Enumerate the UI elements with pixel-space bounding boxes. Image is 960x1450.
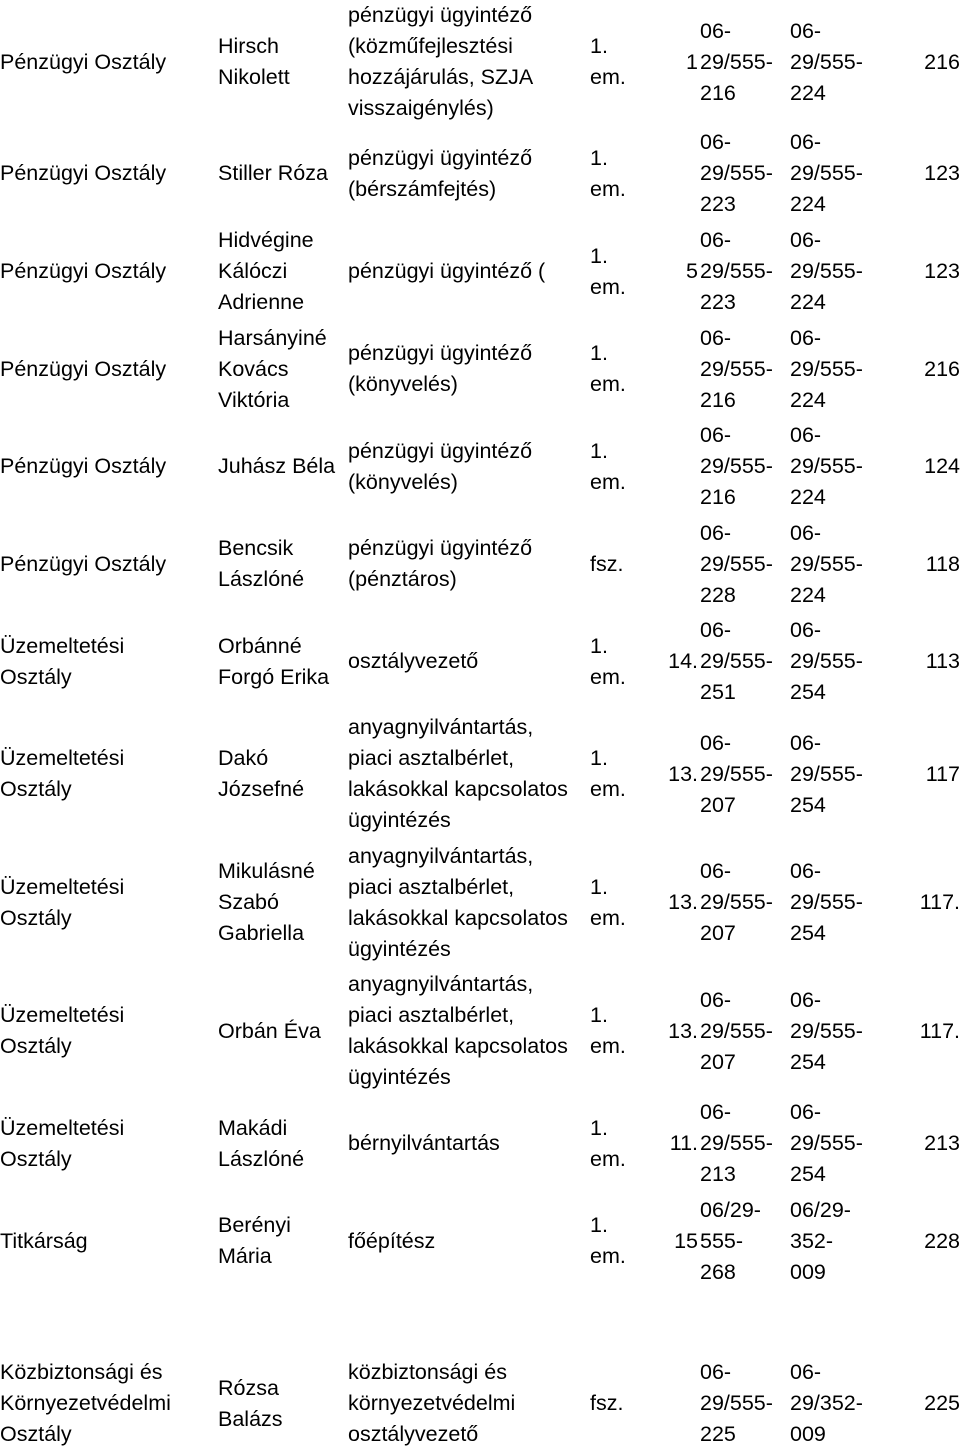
- table-row: [0, 1192, 960, 1290]
- department-cell: Pénzügyi Osztály: [0, 356, 167, 381]
- table-row: [0, 613, 960, 710]
- extension-cell: 228: [924, 1228, 960, 1253]
- name-cell: Rózsa Balázs: [218, 1375, 283, 1431]
- room-cell: [630, 320, 700, 418]
- department-cell: Pénzügyi Osztály: [0, 161, 167, 185]
- role-cell: pénzügyi ügyintéző (közműfejlesztési hozzájárulás, SZJA visszaigénylés): [348, 3, 534, 120]
- role-cell: pénzügyi ügyintéző (könyvelés): [348, 341, 533, 396]
- role-cell: bérnyilvántartás: [348, 1131, 500, 1155]
- table-row: [0, 418, 960, 515]
- phone-cell: 06- 29/555- 207: [700, 987, 773, 1074]
- table-row: [0, 0, 960, 124]
- name-cell: Dakó Józsefné: [218, 746, 305, 801]
- role-cell: pénzügyi ügyintéző (: [348, 259, 546, 283]
- role-cell: anyagnyilvántartás, piaci asztalbérlet, lakásokkal kapcsolatos ügyintézés: [348, 843, 568, 961]
- floor-cell: fsz.: [590, 1391, 624, 1415]
- table-row: [0, 967, 960, 1095]
- fax-cell: 06- 29/352- 009: [790, 1360, 863, 1446]
- room-cell: 5: [686, 259, 698, 283]
- name-cell: Berényi Mária: [218, 1213, 291, 1268]
- table-row: [0, 1357, 960, 1450]
- extension-cell: 216: [924, 49, 960, 74]
- phone-cell: 06- 29/555- 228: [700, 520, 773, 607]
- extension-cell: 123: [924, 161, 960, 185]
- extension-cell: 225: [924, 1391, 960, 1415]
- role-cell: pénzügyi ügyintéző (könyvelés): [348, 438, 533, 494]
- department-cell: Pénzügyi Osztály: [0, 49, 167, 74]
- phone-cell: 06- 29/555- 223: [700, 130, 773, 216]
- extension-cell: 118: [925, 551, 960, 576]
- department-cell: Üzemeltetési Osztály: [0, 1003, 125, 1058]
- table-row: [0, 710, 960, 838]
- name-cell: Hidvégine Kálóczi Adrienne: [218, 228, 314, 314]
- phone-cell: 06- 29/555- 207: [700, 730, 773, 817]
- room-cell: [630, 515, 700, 613]
- table-row: [0, 838, 960, 967]
- table-row: [0, 320, 960, 418]
- extension-cell: 113: [925, 649, 960, 673]
- extension-cell: 117.: [919, 1018, 960, 1043]
- extension-cell: 117.: [919, 890, 960, 914]
- fax-cell: 06- 29/555- 254: [790, 1100, 863, 1186]
- phone-cell: 06- 29/555- 213: [700, 1100, 773, 1186]
- table-row: [0, 515, 960, 613]
- department-cell: Üzemeltetési Osztály: [0, 1115, 125, 1171]
- department-cell: Pénzügyi Osztály: [0, 551, 167, 576]
- fax-cell: 06- 29/555- 254: [790, 730, 863, 817]
- room-cell: [630, 1357, 700, 1450]
- department-cell: Pénzügyi Osztály: [0, 259, 167, 283]
- phone-cell: 06- 29/555- 207: [700, 859, 773, 945]
- phone-cell: 06/29- 555- 268: [700, 1197, 761, 1284]
- room-cell: 1: [686, 49, 698, 74]
- room-cell: 13.: [668, 1018, 698, 1043]
- name-cell: Hirsch Nikolett: [218, 34, 290, 89]
- department-cell: Pénzügyi Osztály: [0, 454, 167, 478]
- department-cell: Üzemeltetési Osztály: [0, 633, 125, 689]
- phone-cell: 06- 29/555- 251: [700, 618, 773, 704]
- floor-cell: 1. em.: [590, 438, 626, 494]
- floor-cell: 1. em.: [590, 1115, 626, 1171]
- department-cell: Üzemeltetési Osztály: [0, 874, 125, 930]
- name-cell: Bencsik Lászlóné: [218, 536, 305, 591]
- extension-cell: 216: [924, 356, 960, 381]
- fax-cell: 06- 29/555- 224: [790, 423, 863, 509]
- name-cell: Juhász Béla: [218, 454, 336, 478]
- floor-cell: 1. em.: [590, 746, 626, 801]
- room-cell: 11.: [669, 1131, 698, 1155]
- name-cell: Harsányiné Kovács Viktória: [218, 325, 327, 412]
- floor-cell: 1. em.: [590, 145, 626, 201]
- floor-cell: 1. em.: [590, 1003, 626, 1058]
- fax-cell: 06- 29/555- 224: [790, 18, 863, 105]
- department-cell: Közbiztonsági és Környezetvédelmi Osztály: [0, 1360, 171, 1446]
- name-cell: Orbán Éva: [218, 1018, 321, 1043]
- fax-cell: 06- 29/555- 254: [790, 618, 863, 704]
- table-row: [0, 223, 960, 320]
- name-cell: Mikulásné Szabó Gabriella: [218, 859, 315, 945]
- role-cell: anyagnyilvántartás, piaci asztalbérlet, lakásokkal kapcsolatos ügyintézés: [348, 715, 568, 832]
- department-cell: Titkárság: [0, 1228, 88, 1253]
- fax-cell: 06/29- 352- 009: [790, 1197, 851, 1284]
- table-row: [0, 1095, 960, 1192]
- fax-cell: 06- 29/555- 224: [790, 228, 863, 314]
- extension-cell: 117: [925, 761, 960, 786]
- fax-cell: 06- 29/555- 254: [790, 859, 863, 945]
- floor-cell: 1. em.: [590, 633, 626, 689]
- room-cell: [630, 124, 700, 223]
- room-cell: 13.: [668, 890, 698, 914]
- fax-cell: 06- 29/555- 254: [790, 987, 863, 1074]
- floor-cell: 1. em.: [590, 1213, 626, 1268]
- fax-cell: 06- 29/555- 224: [790, 130, 863, 216]
- phone-cell: 06- 29/555- 216: [700, 325, 773, 412]
- role-cell: anyagnyilvántartás, piaci asztalbérlet, lakásokkal kapcsolatos ügyintézés: [348, 972, 568, 1089]
- phone-cell: 06- 29/555- 225: [700, 1360, 773, 1446]
- role-cell: pénzügyi ügyintéző (bérszámfejtés): [348, 145, 533, 201]
- room-cell: 13.: [668, 761, 698, 786]
- floor-cell: 1. em.: [590, 874, 626, 930]
- extension-cell: 213: [924, 1131, 960, 1155]
- phone-cell: 06- 29/555- 216: [700, 423, 773, 509]
- role-cell: főépítész: [348, 1228, 436, 1253]
- fax-cell: 06- 29/555- 224: [790, 325, 863, 412]
- floor-cell: 1. em.: [590, 341, 626, 396]
- room-cell: [630, 418, 700, 515]
- role-cell: közbiztonsági és környezetvédelmi osztályvezető: [348, 1360, 516, 1446]
- floor-cell: fsz.: [590, 551, 624, 576]
- fax-cell: 06- 29/555- 224: [790, 520, 863, 607]
- extension-cell: 124: [924, 454, 960, 478]
- floor-cell: 1. em.: [590, 243, 626, 299]
- staff-directory-footer-table: [0, 1357, 960, 1450]
- department-cell: Üzemeltetési Osztály: [0, 746, 125, 801]
- phone-cell: 06- 29/555- 223: [700, 228, 773, 314]
- phone-cell: 06- 29/555- 216: [700, 18, 773, 105]
- floor-cell: 1. em.: [590, 34, 626, 89]
- role-cell: pénzügyi ügyintéző (pénztáros): [348, 536, 533, 591]
- table-row: [0, 124, 960, 223]
- name-cell: Stiller Róza: [218, 161, 328, 185]
- name-cell: Orbánné Forgó Erika: [218, 633, 330, 689]
- room-cell: 15: [674, 1228, 698, 1253]
- extension-cell: 123: [924, 259, 960, 283]
- role-cell: osztályvezető: [348, 649, 479, 673]
- room-cell: 14.: [668, 649, 698, 673]
- name-cell: Makádi Lászlóné: [218, 1115, 305, 1171]
